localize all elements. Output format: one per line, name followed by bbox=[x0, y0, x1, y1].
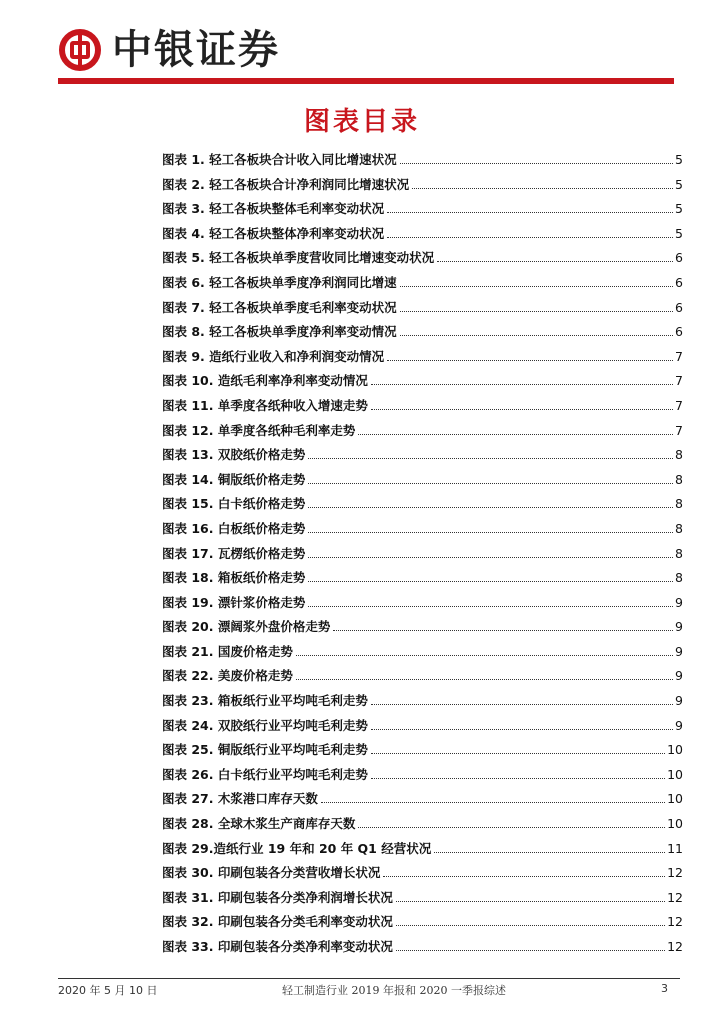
brand-name: 中银证券 bbox=[112, 26, 280, 73]
toc-entry[interactable] bbox=[162, 617, 683, 642]
toc-entry[interactable] bbox=[162, 396, 683, 421]
toc-entry-page: 9 bbox=[675, 668, 683, 684]
toc-dot-leader bbox=[396, 950, 665, 951]
toc-entry[interactable] bbox=[162, 666, 683, 691]
footer-page-number: 3 bbox=[661, 982, 668, 995]
toc-dot-leader bbox=[358, 434, 673, 435]
toc-entry-label: 图表 14. 铜版纸价格走势 bbox=[162, 471, 306, 487]
toc-entry-page: 8 bbox=[675, 496, 683, 512]
toc-entry-page: 7 bbox=[675, 373, 683, 389]
toc-entry[interactable] bbox=[162, 150, 683, 175]
toc-entry-label: 图表 21. 国废价格走势 bbox=[162, 643, 293, 659]
toc-entry[interactable] bbox=[162, 888, 683, 913]
toc-dot-leader bbox=[371, 729, 673, 730]
toc-entry-page: 9 bbox=[675, 693, 683, 709]
toc-entry[interactable] bbox=[162, 421, 683, 446]
toc-entry[interactable] bbox=[162, 691, 683, 716]
toc-entry[interactable] bbox=[162, 912, 683, 937]
toc-dot-leader bbox=[400, 286, 673, 287]
toc-entry-label: 图表 4. 轻工各板块整体净利率变动状况 bbox=[162, 225, 385, 241]
toc-dot-leader bbox=[400, 163, 673, 164]
toc-entry[interactable] bbox=[162, 544, 683, 569]
toc-entry-page: 12 bbox=[667, 939, 683, 954]
toc-dot-leader bbox=[308, 581, 673, 582]
toc-dot-leader bbox=[400, 335, 673, 336]
toc-entry-label: 图表 12. 单季度各纸种毛利率走势 bbox=[162, 422, 356, 438]
toc-entry[interactable] bbox=[162, 248, 683, 273]
toc-entry-page: 9 bbox=[675, 594, 683, 610]
toc-entry-label: 图表 10. 造纸毛利率净利率变动情况 bbox=[162, 373, 368, 389]
toc-entry[interactable] bbox=[162, 789, 683, 814]
toc-entry-label: 图表 3. 轻工各板块整体毛利率变动状况 bbox=[162, 201, 385, 217]
toc-entry-page: 5 bbox=[675, 201, 683, 217]
toc-entry-label: 图表 19. 漂针浆价格走势 bbox=[162, 594, 306, 610]
toc-entry-label: 图表 13. 双胶纸价格走势 bbox=[162, 447, 306, 463]
toc-entry-label: 图表 24. 双胶纸行业平均吨毛利走势 bbox=[162, 717, 368, 733]
toc-dot-leader bbox=[396, 925, 665, 926]
toc-entry[interactable] bbox=[162, 593, 683, 618]
toc-entry-label: 图表 25. 铜版纸行业平均吨毛利走势 bbox=[162, 742, 368, 758]
toc-entry-page: 5 bbox=[675, 176, 683, 192]
toc-entry[interactable] bbox=[162, 814, 683, 839]
toc-entry-label: 图表 1. 轻工各板块合计收入同比增速状况 bbox=[162, 152, 397, 167]
toc-title: 图表目录 bbox=[303, 107, 420, 137]
toc-entry-page: 9 bbox=[675, 643, 683, 659]
toc-dot-leader bbox=[383, 876, 665, 877]
toc-entry[interactable] bbox=[162, 470, 683, 495]
toc-entry-label: 图表 33. 印刷包装各分类净利率变动状况 bbox=[162, 939, 393, 954]
toc-entry-page: 8 bbox=[675, 447, 683, 463]
toc-entry[interactable] bbox=[162, 642, 683, 667]
toc-dot-leader bbox=[308, 606, 673, 607]
toc-entry-page: 8 bbox=[675, 520, 683, 536]
toc-dot-leader bbox=[358, 827, 665, 828]
toc-entry-label: 图表 22. 美废价格走势 bbox=[162, 668, 293, 684]
toc-entry-page: 7 bbox=[675, 397, 683, 413]
toc-dot-leader bbox=[308, 483, 673, 484]
footer-date: 2020 年 5 月 10 日 bbox=[58, 984, 158, 997]
toc-entry-page: 10 bbox=[667, 766, 683, 782]
toc-entry-label: 图表 32. 印刷包装各分类毛利率变动状况 bbox=[162, 914, 393, 930]
toc-entry-page: 7 bbox=[675, 422, 683, 438]
toc-entry[interactable] bbox=[162, 273, 683, 298]
toc-dot-leader bbox=[387, 360, 673, 361]
page-footer bbox=[58, 982, 668, 1000]
footer-divider bbox=[58, 978, 680, 979]
toc-dot-leader bbox=[371, 778, 665, 779]
toc-entry-page: 12 bbox=[667, 889, 683, 905]
toc-entry-page: 10 bbox=[667, 791, 683, 807]
toc-dot-leader bbox=[434, 852, 665, 853]
toc-entry[interactable] bbox=[162, 298, 683, 323]
toc-entry[interactable] bbox=[162, 175, 683, 200]
toc-entry-label: 图表 26. 白卡纸行业平均吨毛利走势 bbox=[162, 766, 368, 782]
toc-entry[interactable] bbox=[162, 765, 683, 790]
toc-dot-leader bbox=[308, 557, 673, 558]
toc-entry[interactable] bbox=[162, 445, 683, 470]
toc-entry[interactable] bbox=[162, 322, 683, 347]
toc-dot-leader bbox=[333, 630, 673, 631]
toc-entry-label: 图表 18. 箱板纸价格走势 bbox=[162, 570, 306, 586]
toc-entry-label: 图表 17. 瓦楞纸价格走势 bbox=[162, 545, 306, 561]
toc-entry-page: 10 bbox=[667, 816, 683, 832]
toc-entry-label: 图表 27. 木浆港口库存天数 bbox=[162, 791, 318, 807]
toc-dot-leader bbox=[308, 458, 673, 459]
toc-dot-leader bbox=[371, 384, 673, 385]
toc-entry-page: 9 bbox=[675, 619, 683, 635]
toc-entry-page: 8 bbox=[675, 471, 683, 487]
toc-entry-label: 图表 5. 轻工各板块单季度营收同比增速变动状况 bbox=[162, 250, 435, 266]
toc-dot-leader bbox=[308, 507, 673, 508]
toc-entry-page: 11 bbox=[667, 840, 683, 856]
page-header bbox=[0, 0, 724, 90]
toc-dot-leader bbox=[396, 901, 665, 902]
toc-entry[interactable] bbox=[162, 371, 683, 396]
toc-entry-page: 8 bbox=[675, 570, 683, 586]
toc-entry-page: 7 bbox=[675, 348, 683, 364]
toc-entry[interactable] bbox=[162, 519, 683, 544]
toc-dot-leader bbox=[296, 655, 673, 656]
toc-dot-leader bbox=[437, 261, 673, 262]
toc-entry-label: 图表 2. 轻工各板块合计净利润同比增速状况 bbox=[162, 176, 410, 192]
toc-entry-label: 图表 8. 轻工各板块单季度净利率变动情况 bbox=[162, 324, 397, 340]
toc-dot-leader bbox=[387, 237, 673, 238]
toc-entry[interactable] bbox=[162, 347, 683, 372]
toc-dot-leader bbox=[321, 802, 665, 803]
toc-entry-label: 图表 16. 白板纸价格走势 bbox=[162, 520, 306, 536]
toc-entry-page: 8 bbox=[675, 545, 683, 561]
toc-entry-page: 6 bbox=[675, 250, 683, 266]
toc-entry[interactable] bbox=[162, 863, 683, 888]
toc-entry[interactable] bbox=[162, 224, 683, 249]
toc-entry[interactable] bbox=[162, 839, 683, 864]
toc-entry-label: 图表 29.造纸行业 19 年和 20 年 Q1 经营状况 bbox=[162, 840, 432, 856]
toc-entry[interactable] bbox=[162, 568, 683, 593]
header-divider bbox=[58, 78, 674, 84]
toc-dot-leader bbox=[308, 532, 673, 533]
toc-dot-leader bbox=[400, 311, 673, 312]
toc-entry-label: 图表 28. 全球木浆生产商库存天数 bbox=[162, 816, 356, 832]
toc-entry-label: 图表 7. 轻工各板块单季度毛利率变动状况 bbox=[162, 299, 397, 315]
toc-entry-page: 5 bbox=[675, 225, 683, 241]
toc-entry-page: 6 bbox=[675, 324, 683, 340]
toc-entry-page: 6 bbox=[675, 274, 683, 290]
toc-entry[interactable] bbox=[162, 740, 683, 765]
toc-entry-label: 图表 20. 漂阔浆外盘价格走势 bbox=[162, 619, 331, 635]
toc-entry-label: 图表 6. 轻工各板块单季度净利润同比增速 bbox=[162, 274, 397, 290]
toc-entry[interactable] bbox=[162, 937, 683, 962]
toc-entry[interactable] bbox=[162, 494, 683, 519]
toc-entry-page: 6 bbox=[675, 299, 683, 315]
toc-entry-label: 图表 9. 造纸行业收入和净利润变动情况 bbox=[162, 348, 385, 364]
toc-dot-leader bbox=[371, 753, 665, 754]
toc-entry-page: 9 bbox=[675, 717, 683, 733]
toc-dot-leader bbox=[371, 409, 673, 410]
toc-dot-leader bbox=[296, 679, 673, 680]
footer-report-title: 轻工制造行业 2019 年报和 2020 一季报综述 bbox=[282, 984, 506, 997]
toc-entry-label: 图表 15. 白卡纸价格走势 bbox=[162, 496, 306, 512]
toc-entry[interactable] bbox=[162, 199, 683, 224]
toc-entry-label: 图表 31. 印刷包装各分类净利润增长状况 bbox=[162, 889, 393, 905]
toc-dot-leader bbox=[371, 704, 673, 705]
toc-entry-page: 12 bbox=[667, 914, 683, 930]
toc-entry-label: 图表 30. 印刷包装各分类营收增长状况 bbox=[162, 865, 381, 881]
toc-dot-leader bbox=[387, 212, 673, 213]
toc-entry[interactable] bbox=[162, 716, 683, 741]
toc-dot-leader bbox=[412, 188, 673, 189]
toc-entry-label: 图表 23. 箱板纸行业平均吨毛利走势 bbox=[162, 693, 368, 709]
toc-entry-page: 10 bbox=[667, 742, 683, 758]
toc-list bbox=[162, 150, 683, 962]
bank-of-china-logo-icon bbox=[58, 28, 102, 72]
toc-entry-page: 5 bbox=[675, 152, 683, 167]
toc-entry-page: 12 bbox=[667, 865, 683, 881]
toc-entry-label: 图表 11. 单季度各纸种收入增速走势 bbox=[162, 397, 368, 413]
